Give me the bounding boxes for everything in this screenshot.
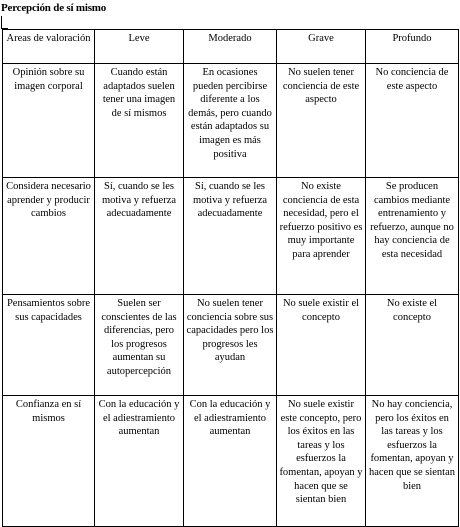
header-cell-profundo: Profundo	[366, 30, 459, 64]
table-cell: En ocasiones pueden percibirse diferente a los demás, pero cuando están adaptados su imagen es más positiva	[184, 64, 277, 178]
table-cell: No suelen tener conciencia sobre sus capacidades pero los progresos les ayudan	[184, 295, 277, 396]
header-cell-areas: Areas de valoración	[3, 30, 95, 64]
table-cell: No existe conciencia de esta necesidad, pero el refuerzo positivo es muy importante para aprender	[277, 178, 366, 295]
table-cell: No hay conciencia, pero los éxitos en las tareas y los esfuerzos la fomentan, apoyan y hacen que se sientan bien	[366, 396, 459, 527]
table-cell: Con la educación y el adiestramiento aumentan	[184, 396, 277, 527]
table-cell: No suele existir este concepto, pero los éxitos en las tareas y los esfuerzos la fomentan, apoyan y hacen que se sientan bien	[277, 396, 366, 527]
table-cell: Suelen ser conscientes de las diferencias, pero los progresos aumentan su autopercepción	[95, 295, 184, 396]
table-row	[3, 178, 459, 295]
assessment-table	[2, 29, 459, 527]
row-label-cell: Considera necesario aprender y producir cambios	[3, 178, 95, 295]
table-cell: Cuando están adaptados suelen tener una imagen de sí mismos	[95, 64, 184, 178]
table-cell: Sí, cuando se les motiva y refuerza adecuadamente	[184, 178, 277, 295]
table-cell: No suele existir el concepto	[277, 295, 366, 396]
table-row	[3, 295, 459, 396]
header-cell-moderado: Moderado	[184, 30, 277, 64]
document-title: Percepción de sí mismo	[1, 2, 107, 14]
table-row	[3, 396, 459, 527]
table-cell: Con la educación y el adiestramiento aumentan	[95, 396, 184, 527]
row-label-cell: Confianza en sí mismos	[3, 396, 95, 527]
table-cell: Se producen cambios mediante entrenamiento y refuerzo, aunque no hay conciencia de esta necesidad	[366, 178, 459, 295]
table-cell: No existe el concepto	[366, 295, 459, 396]
table-row	[3, 64, 459, 178]
row-label-cell: Opinión sobre su imagen corporal	[3, 64, 95, 178]
header-cell-grave: Grave	[277, 30, 366, 64]
paragraph-marker	[1, 16, 8, 29]
table-header-row	[3, 30, 459, 64]
table-cell: No suelen tener conciencia de este aspecto	[277, 64, 366, 178]
table-cell: No conciencia de este aspecto	[366, 64, 459, 178]
header-cell-leve: Leve	[95, 30, 184, 64]
table-cell: Sí, cuando se les motiva y refuerza adecuadamente	[95, 178, 184, 295]
row-label-cell: Pensamientos sobre sus capacidades	[3, 295, 95, 396]
